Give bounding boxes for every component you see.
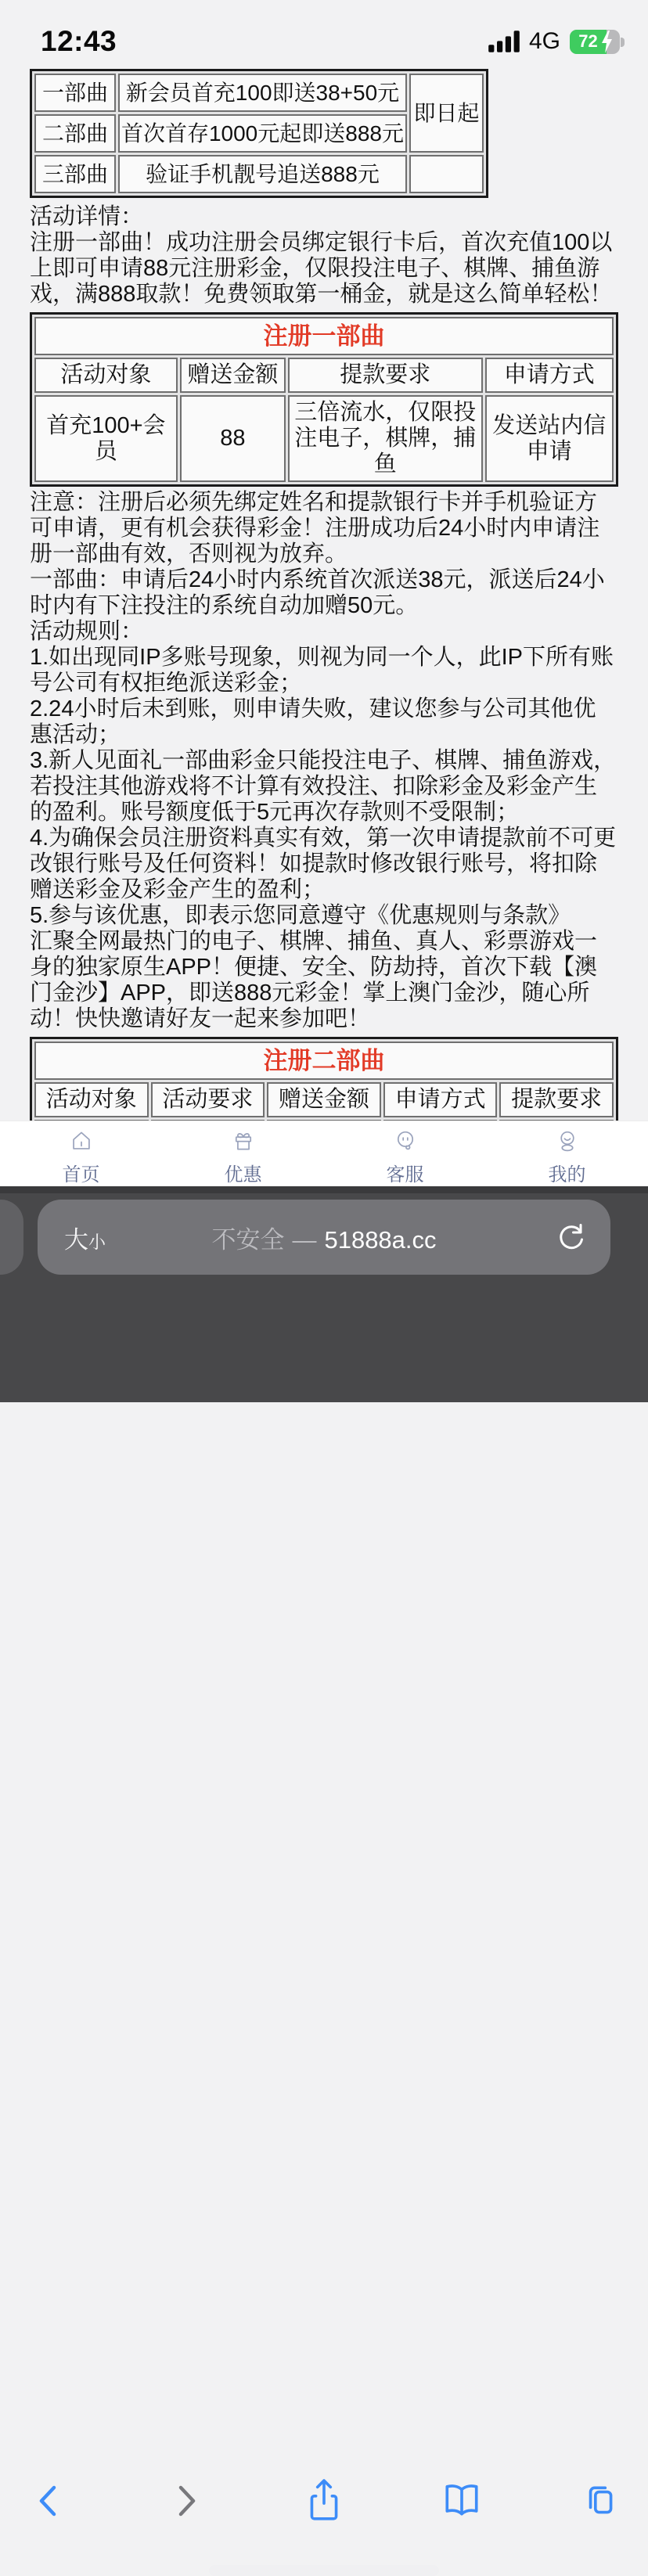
- rules-heading: 活动规则：: [30, 619, 144, 644]
- text-size-button[interactable]: [64, 1220, 106, 1255]
- tab-label: 优惠: [224, 1164, 262, 1185]
- promo-paragraph: 汇聚全网最热门的电子、棋牌、捕鱼、真人、彩票游戏一身的独家原生APP！便捷、安全、防劫持，首次下载【澳门金沙】APP，即送888元彩金！掌上澳门金沙，随心所动！快快邀请好友一起来参加吧！: [30, 929, 598, 1031]
- share-button[interactable]: [304, 2481, 344, 2521]
- step-desc-cell: 验证手机靓号追送888元: [118, 155, 407, 193]
- column-header: 活动要求: [151, 1082, 265, 1117]
- intro-paragraph: 注册一部曲！成功注册会员绑定银行卡后，首次充值100以上即可申请88元注册彩金，仅限投注电子、棋牌、捕鱼游戏，满888取款！免费领取第一桶金，就是这么简单轻松！: [30, 230, 613, 307]
- back-icon: [31, 2481, 67, 2520]
- home-icon: [66, 1128, 97, 1154]
- column-header: 申请方式: [485, 358, 614, 393]
- forward-button[interactable]: [166, 2481, 207, 2521]
- column-header: 申请方式: [383, 1082, 498, 1117]
- bookmarks-button[interactable]: [441, 2481, 482, 2521]
- url-display: [211, 1220, 436, 1255]
- table-cell: 三倍流水，仅限投注电子，棋牌，捕鱼: [288, 395, 483, 482]
- address-bar[interactable]: [38, 1200, 610, 1275]
- step-desc-cell: 新会员首充100即送38+50元: [118, 74, 407, 112]
- chrome-divider: [0, 1186, 648, 1193]
- gift-icon: [228, 1128, 259, 1154]
- share-icon: [304, 2479, 344, 2523]
- safari-toolbar: [0, 2479, 648, 2523]
- home-indicator[interactable]: [209, 2565, 439, 2576]
- column-header: 活动对象: [34, 358, 178, 393]
- notice-paragraph: 注意：注册后必须先绑定姓名和提款银行卡并手机验证方可申请，更有机会获得彩金！注册成功后24小时内申请注册一部曲有效，否则视为放弃。: [30, 490, 600, 567]
- status-bar: [0, 0, 648, 69]
- bookmarks-icon: [441, 2481, 482, 2520]
- adjacent-tab-edge[interactable]: [0, 1200, 23, 1275]
- rule-item: 2.24小时后未到账，则申请失败，建议您参与公司其他优惠活动；: [30, 696, 596, 747]
- forward-icon: [168, 2481, 204, 2520]
- battery-indicator: [570, 30, 620, 54]
- column-header: 活动对象: [34, 1082, 149, 1117]
- empty-cell: [409, 155, 484, 193]
- step-label-cell: 三部曲: [34, 155, 116, 193]
- step-label-cell: 一部曲: [34, 74, 116, 112]
- table-title: 注册一部曲: [34, 317, 614, 355]
- promo-note-cell: 即日起: [409, 74, 484, 153]
- column-header: 赠送金额: [267, 1082, 381, 1117]
- reload-button[interactable]: [554, 1220, 589, 1254]
- tabs-button[interactable]: [579, 2481, 620, 2521]
- url-host-label: 51888a.cc: [324, 1225, 437, 1254]
- details-heading: 活动详情：: [30, 204, 144, 229]
- tab-label: 客服: [386, 1164, 424, 1185]
- url-separator: —: [292, 1225, 317, 1254]
- clock: 12:43: [41, 25, 117, 57]
- security-status-label: 不安全: [211, 1225, 285, 1254]
- charging-bolt-icon: [600, 31, 614, 53]
- step-desc-cell: 首次首存1000元起即送888元: [118, 114, 407, 153]
- tab-home[interactable]: [0, 1121, 162, 1186]
- tab-profile[interactable]: [486, 1121, 648, 1186]
- network-type-label: 4G: [528, 28, 560, 54]
- table-cell: 88: [180, 395, 286, 482]
- rule-item: 1.如出现同IP多账号现象，则视为同一个人，此IP下所有账号公司有权拒绝派送彩金；: [30, 645, 614, 696]
- cellular-signal-icon: [488, 30, 520, 53]
- battery-percent-label: 72: [578, 31, 598, 51]
- rule-item: 4.为确保会员注册资料真实有效，第一次申请提款前不可更改银行账号及任何资料！如提款时修改银行账号，将扣除赠送彩金及彩金产生的盈利；: [30, 826, 617, 902]
- battery-tip: [621, 38, 625, 47]
- web-page-content: [0, 69, 648, 1121]
- tab-customer-service[interactable]: [324, 1121, 486, 1186]
- tab-label: 我的: [548, 1164, 586, 1185]
- step1-paragraph: 一部曲：申请后24小时内系统首次派送38元，派送后24小时内有下注投注的系统自动加赠50元。: [30, 567, 605, 618]
- rule-item: 3.新人见面礼一部曲彩金只能投注电子、棋牌、捕鱼游戏，若投注其他游戏将不计算有效投注、扣除彩金及彩金产生的盈利。账号额度低于5元再次存款则不受限制；: [30, 748, 617, 825]
- register-step1-table: [30, 312, 618, 487]
- customer-service-icon: [390, 1128, 421, 1154]
- tab-promotions[interactable]: [162, 1121, 324, 1186]
- text-size-small-glyph: 小: [88, 1232, 106, 1252]
- reload-icon: [554, 1220, 589, 1254]
- text-size-large-glyph: 大: [64, 1225, 88, 1254]
- register-step2-table: [30, 1037, 618, 1121]
- promo-header-table: [30, 69, 488, 198]
- column-header: 提款要求: [288, 358, 483, 393]
- rule-item: 5.参与该优惠，即表示您同意遵守《优惠规则与条款》: [30, 903, 571, 928]
- tabs-icon: [580, 2481, 619, 2520]
- profile-icon: [552, 1128, 583, 1154]
- status-right-cluster: [488, 28, 625, 55]
- table-cell: 首充100+会员: [34, 395, 178, 482]
- step-label-cell: 二部曲: [34, 114, 116, 153]
- table-title: 注册二部曲: [34, 1042, 614, 1080]
- column-header: 赠送金额: [180, 358, 286, 393]
- column-header: 提款要求: [499, 1082, 614, 1117]
- back-button[interactable]: [28, 2481, 69, 2521]
- tab-label: 首页: [62, 1164, 100, 1185]
- site-tab-bar: [0, 1121, 648, 1186]
- table-cell: 发送站内信申请: [485, 395, 614, 482]
- safari-bottom-chrome: [0, 1186, 648, 1402]
